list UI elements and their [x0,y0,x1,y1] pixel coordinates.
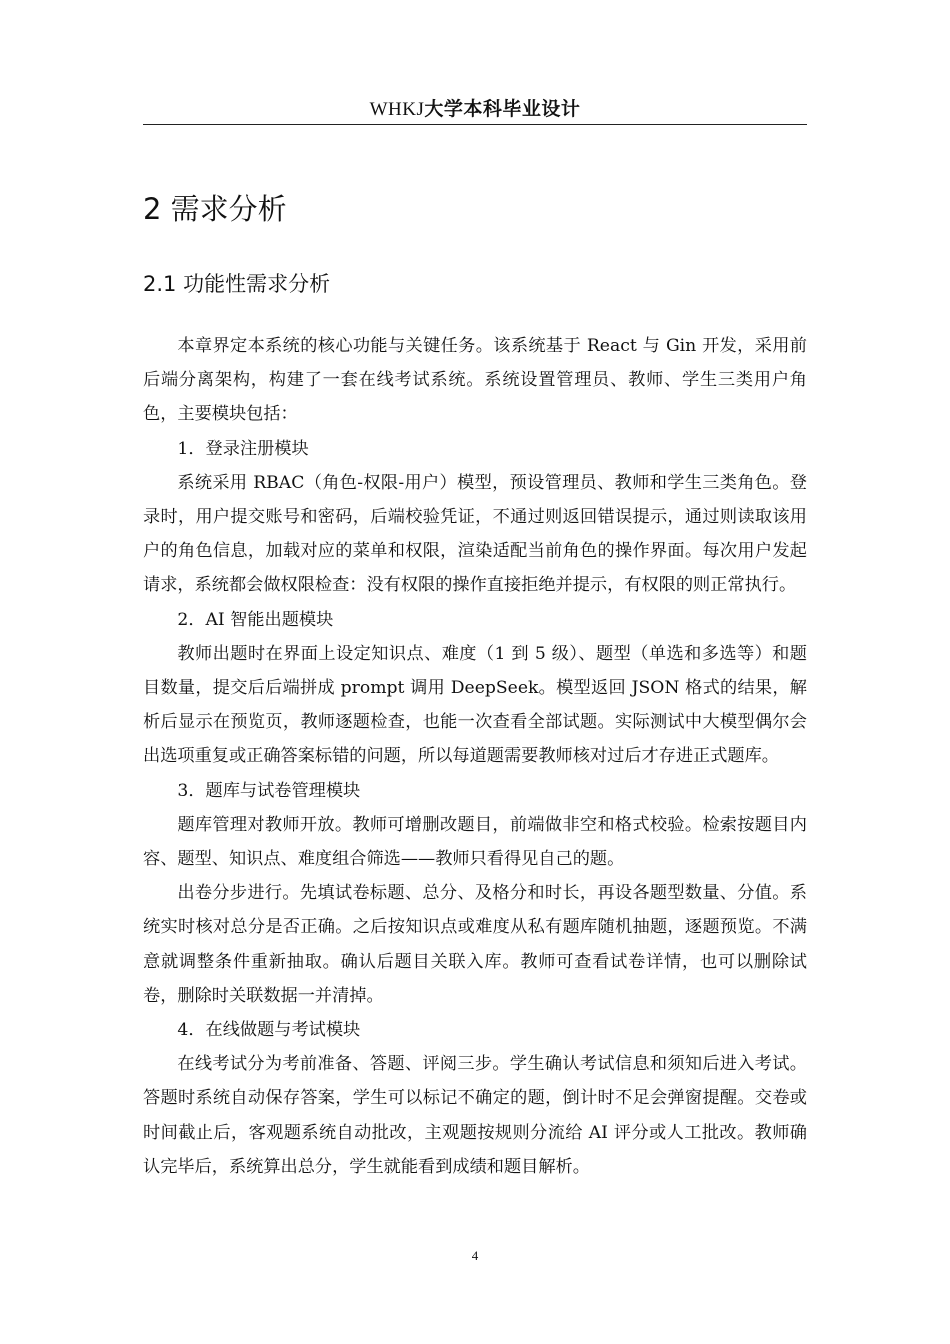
intro-paragraph: 本章界定本系统的核心功能与关键任务。该系统基于 React 与 Gin 开发，采用前后端分离架构，构建了一套在线考试系统。系统设置管理员、教师、学生三类用户角色，主要模块包括： [143,336,807,425]
page-header [0,94,950,121]
module-heading-bank: 3．题库与试卷管理模块 [177,780,361,801]
ai-paragraph: 教师出题时在界面上设定知识点、难度（1 到 5 级）、题型（单选和多选等）和题目数量，提交后后端拼成 prompt 调用 DeepSeek。模型返回 JSON 格式的结果，解析后显示在预览页，教师逐题检查，也能一次查看全部试题。实际测试中大模型偶尔会出选项重复或正确答案标错的问题，所以每道题需要教师核对过后才存进正式题库。 [143,643,807,767]
header-rule [143,124,807,125]
header-title: 大学本科毕业设计 [424,98,581,120]
chapter-title: 2 需求分析 [143,192,287,226]
exam-paragraph: 在线考试分为考前准备、答题、评阅三步。学生确认考试信息和须知后进入考试。答题时系统自动保存答案，学生可以标记不确定的题，倒计时不足会弹窗提醒。交卷或时间截止后，客观题系统自动批改，主观题按规则分流给 AI 评分或人工批改。教师确认完毕后，系统算出总分，学生就能看到成绩和题目解析。 [143,1054,807,1177]
module-heading-login: 1．登录注册模块 [177,438,309,459]
module-heading-ai: 2．AI 智能出题模块 [177,609,334,630]
section-title: 2.1 功能性需求分析 [143,272,331,296]
body-text [143,329,807,1184]
module-heading-exam: 4．在线做题与考试模块 [177,1020,361,1041]
paper-paragraph: 出卷分步进行。先填试卷标题、总分、及格分和时长，再设各题型数量、分值。系统实时核对总分是否正确。之后按知识点或难度从私有题库随机抽题，逐题预览。不满意就调整条件重新抽取。确认后题目关联入库。教师可查看试卷详情，也可以删除试卷，删除时关联数据一并清掉。 [143,883,807,1006]
header-prefix: WHKJ [369,99,425,120]
bank-paragraph: 题库管理对教师开放。教师可增删改题目，前端做非空和格式校验。检索按题目内容、题型、知识点、难度组合筛选——教师只看得见自己的题。 [143,814,807,870]
login-paragraph: 系统采用 RBAC（角色-权限-用户）模型，预设管理员、教师和学生三类角色。登录时，用户提交账号和密码，后端校验凭证，不通过则返回错误提示，通过则读取该用户的角色信息，加载对应的菜单和权限，渲染适配当前角色的操作界面。每次用户发起请求，系统都会做权限检查：没有权限的操作直接拒绝并提示，有权限的则正常执行。 [143,472,807,596]
page-number: 4 [471,1248,479,1263]
